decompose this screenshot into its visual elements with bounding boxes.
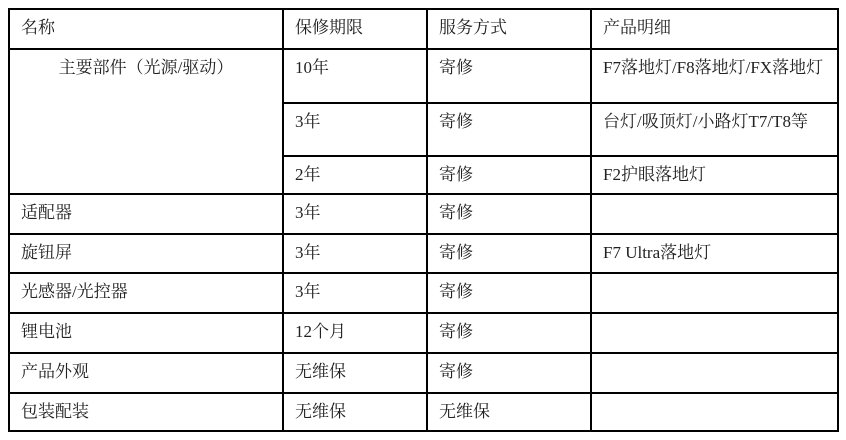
- cell-period: 无维保: [283, 353, 427, 393]
- cell-period: 3年: [283, 273, 427, 313]
- cell-detail: F7 Ultra落地灯: [591, 234, 838, 273]
- cell-detail: [591, 313, 838, 353]
- cell-name: 适配器: [9, 194, 283, 234]
- table-header-row: [9, 9, 838, 49]
- cell-service: 寄修: [427, 313, 591, 353]
- table-row-battery: [9, 313, 838, 353]
- header-cell-service: 服务方式: [427, 9, 591, 49]
- cell-period: 3年: [283, 234, 427, 273]
- warranty-table: [8, 8, 839, 432]
- cell-period: 2年: [283, 156, 427, 194]
- table-row-adapter: [9, 194, 838, 234]
- cell-service: 寄修: [427, 49, 591, 103]
- table-row-light-sensor: [9, 273, 838, 313]
- cell-detail: 台灯/吸顶灯/小路灯T7/T8等: [591, 103, 838, 156]
- cell-service: 寄修: [427, 273, 591, 313]
- cell-service: 寄修: [427, 234, 591, 273]
- cell-name: 锂电池: [9, 313, 283, 353]
- cell-service: 寄修: [427, 353, 591, 393]
- cell-period: 无维保: [283, 393, 427, 431]
- cell-period: 12个月: [283, 313, 427, 353]
- cell-name: 包装配装: [9, 393, 283, 431]
- cell-period: 3年: [283, 103, 427, 156]
- cell-period: 10年: [283, 49, 427, 103]
- cell-main-component-name: 主要部件（光源/驱动）: [9, 49, 283, 194]
- table-row-knob-screen: [9, 234, 838, 273]
- cell-detail: [591, 353, 838, 393]
- cell-name: 产品外观: [9, 353, 283, 393]
- cell-detail: F2护眼落地灯: [591, 156, 838, 194]
- table-row-appearance: [9, 353, 838, 393]
- cell-detail: [591, 194, 838, 234]
- cell-service: 寄修: [427, 103, 591, 156]
- header-cell-name: 名称: [9, 9, 283, 49]
- cell-detail: F7落地灯/F8落地灯/FX落地灯: [591, 49, 838, 103]
- table-row-main-1: [9, 49, 838, 103]
- cell-period: 3年: [283, 194, 427, 234]
- cell-service: 寄修: [427, 156, 591, 194]
- cell-name: 光感器/光控器: [9, 273, 283, 313]
- cell-detail: [591, 273, 838, 313]
- table-row-packaging: [9, 393, 838, 431]
- cell-name: 旋钮屏: [9, 234, 283, 273]
- header-cell-detail: 产品明细: [591, 9, 838, 49]
- cell-detail: [591, 393, 838, 431]
- cell-service: 无维保: [427, 393, 591, 431]
- cell-service: 寄修: [427, 194, 591, 234]
- header-cell-period: 保修期限: [283, 9, 427, 49]
